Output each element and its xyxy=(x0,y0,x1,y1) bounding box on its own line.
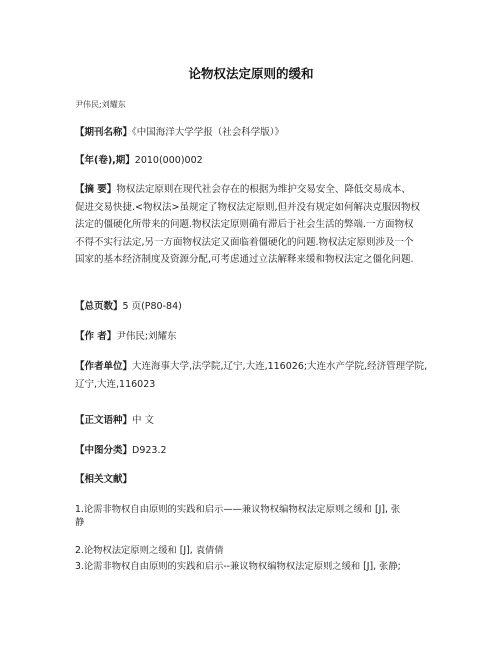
clc-value: D923.2 xyxy=(132,445,167,456)
year-field xyxy=(75,152,435,170)
reference-item[interactable] xyxy=(75,503,435,529)
journal-field xyxy=(75,124,435,142)
abstract-line: 促进交易快捷.<物权法>虽规定了物权法定原则,但并没有规定如何解决克服因物权 xyxy=(75,201,420,213)
pages-value: 5 页(P80-84) xyxy=(122,301,182,312)
document-title: 论物权法定原则的缓和 xyxy=(188,66,314,81)
abstract-label: 【摘 要】 xyxy=(75,184,117,195)
abstract-line: 不得不实行法定,另一方面物权法定又面临着僵硬化的问题.物权法定原则涉及一个 xyxy=(75,236,414,248)
reference-text: 3.论需非物权自由原则的实践和启示--兼议物权编物权法定原则之缓和 [J], 张静; xyxy=(75,561,401,572)
authors-value: 尹伟民;刘耀东 xyxy=(116,331,177,342)
pages-label: 【总页数】 xyxy=(75,301,123,312)
authors-label: 【作 者】 xyxy=(75,331,117,342)
pages-field xyxy=(75,298,435,316)
affiliation-field xyxy=(75,358,435,393)
abstract-line: 法定的僵硬化所带来的问题.物权法定原则确有滞后于社会生活的弊端.一方面物权 xyxy=(75,219,414,230)
abstract-line: 物权法定原则在现代社会存在的根据为维护交易安全、降低交易成本、 xyxy=(116,184,411,195)
language-label: 【正文语种】 xyxy=(75,415,133,426)
journal-value: 《中国海洋大学学报（社会科学版）》 xyxy=(132,127,285,138)
abstract-field xyxy=(75,181,435,269)
clc-field xyxy=(75,442,435,460)
authors-field xyxy=(75,328,435,346)
affiliation-line: 大连海事大学,法学院,辽宁,大连,116026;大连水产学院,经济管理学院, xyxy=(132,361,428,372)
reference-text: 静 xyxy=(75,517,85,528)
related-label: 【相关文献】 xyxy=(75,474,133,485)
clc-label: 【中图分类】 xyxy=(75,445,133,456)
related-field xyxy=(75,471,435,489)
authors-line: 尹伟民;刘耀东 xyxy=(75,100,126,109)
affiliation-label: 【作者单位】 xyxy=(75,361,133,372)
abstract-line: 国家的基本经济制度及资源分配,可考虑通过立法解释来缓和物权法定之僵化问题. xyxy=(75,254,414,265)
reference-item[interactable] xyxy=(75,544,224,557)
affiliation-line: 辽宁,大连,116023 xyxy=(75,378,156,390)
reference-text: 1.论需非物权自由原则的实践和启示——兼议物权编物权法定原则之缓和 [J], 张 xyxy=(75,504,401,515)
language-field xyxy=(75,412,435,430)
reference-item[interactable] xyxy=(75,560,401,573)
year-label: 【年(卷),期】 xyxy=(75,155,135,166)
year-value: 2010(000)002 xyxy=(134,155,203,166)
language-value: 中 文 xyxy=(132,415,155,426)
reference-text: 2.论物权法定原则之缓和 [J], 袁倩倩 xyxy=(75,545,224,556)
journal-label: 【期刊名称】 xyxy=(75,127,133,138)
